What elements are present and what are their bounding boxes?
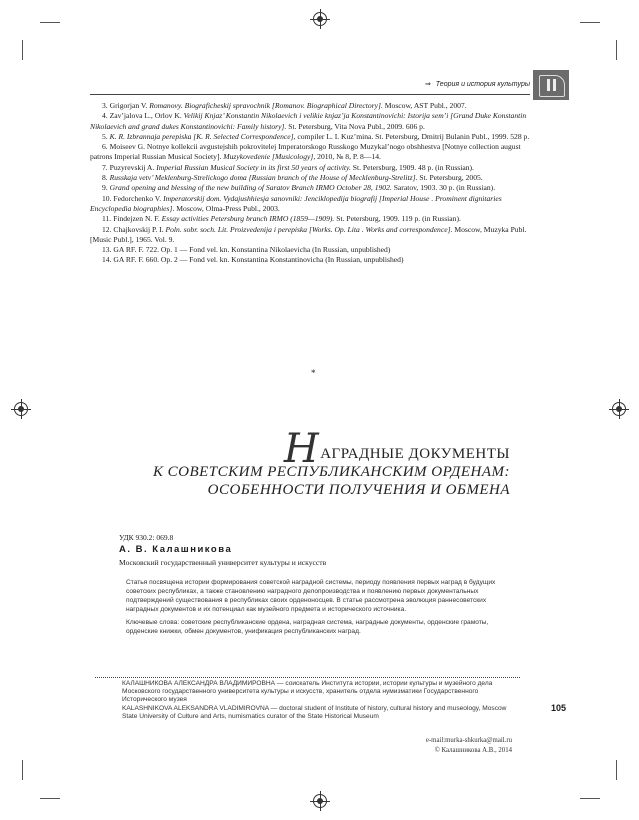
reference-item (90, 183, 542, 193)
reference-item (90, 214, 542, 224)
reference-text: St. Petersburg, 1909. 119 p. (in Russian). (334, 214, 461, 224)
reference-item (90, 173, 542, 183)
title-line-1-text: АГРАДНЫЕ ДОКУМЕНТЫ (320, 446, 510, 462)
reference-text: Saratov, 1903. 30 p. (in Russian). (391, 183, 496, 193)
crop-mark (580, 798, 600, 799)
journal-logo-icon (533, 70, 569, 100)
reference-list (90, 101, 542, 266)
reference-text: 12. Chajkovskij P. I. (102, 224, 166, 234)
running-head (90, 80, 530, 95)
section-title: Теория и история культуры (435, 81, 530, 88)
arrow-icon: ⇒ (424, 81, 431, 88)
abstract (126, 579, 516, 640)
copyright: © Калашникова А.В., 2014 (434, 747, 512, 754)
title-line-3: ОСОБЕННОСТИ ПОЛУЧЕНИЯ И ОБМЕНА (207, 482, 510, 498)
abstract-text: Статья посвящена истории формирования советской наградной системы, периоду появления первых наград в будущих советских республиках, а также становлению наградного делопроизводства и появлению первых документальных подтверждений существования в республиках своих орденоносцев. В статье рассмотрена эволюция раннесоветских наградных документов и их потенциал как музейного предмета и исторического источника. (126, 579, 496, 613)
reference-text: 7. Puzyrevskij A. (102, 162, 157, 172)
author-email: e-mail:murka-shkurka@mail.ru (425, 737, 512, 744)
page-number: 105 (551, 703, 567, 713)
reference-text: St. Petersburg, 1909. 48 p. (in Russian). (350, 162, 474, 172)
reference-text: Moscow, AST Publ., 2007. (382, 101, 467, 110)
crop-mark (616, 40, 617, 60)
reference-text: 11. Findejzen N. F. (102, 214, 162, 224)
title-initial: Н (283, 426, 320, 472)
keywords: Ключевые слова: советские республиканские ордена, наградная система, наградные документы, орденские грамоты, орденские книжки, обмен документов, унификация республиканских наград. (126, 618, 489, 635)
reference-text: 5. (102, 131, 110, 141)
reference-text: 10. Fedorchenko V. (102, 193, 164, 203)
reference-item (90, 245, 542, 255)
reference-text: , 2010, № 8, P. 8—14. (313, 152, 381, 162)
reference-title: Russkaja vetv’ Meklenburg-Strelickogo doma [Russian branch of the House of Mecklenburg-Strelitz] (109, 173, 416, 183)
reference-item (90, 101, 542, 111)
reference-text: 3. Grigorjan V. (102, 101, 150, 110)
reference-text: . Moscow, Muzyka Publ. [Music Publ.], 1965. Vol. 9. (90, 224, 527, 244)
footnote-ru: КАЛАШНИКОВА АЛЕКСАНДРА ВЛАДИМИРОВНА — соискатель Института истории, истории культуры и музейного дела Московского государственного университета культуры и искусств, хранитель отдела нумизматики Государственного Исторического музея (122, 680, 493, 704)
crop-mark (40, 22, 60, 23)
reference-item (90, 255, 542, 265)
reference-item (90, 142, 542, 163)
author-footnote (122, 680, 520, 721)
reference-item (90, 194, 542, 215)
reference-item (90, 163, 542, 173)
registration-mark-icon (313, 794, 327, 808)
reference-text: . St. Petersburg, 2005. (415, 173, 483, 183)
article-title (130, 426, 510, 499)
crop-mark (22, 40, 23, 60)
reference-item (90, 111, 542, 132)
author-name: А. В. Калашникова (119, 544, 233, 555)
registration-mark-icon (313, 12, 327, 26)
crop-mark (40, 798, 60, 799)
author-contact (426, 736, 512, 756)
footnote-divider (95, 677, 520, 678)
reference-title: Imperial Russian Musical Society in its first 50 years of activity. (156, 162, 351, 172)
reference-text: St. Petersburg, Vita Nova Publ., 2009. 606 p. (286, 121, 425, 131)
reference-item (90, 132, 542, 142)
registration-mark-icon (612, 402, 626, 416)
crop-mark (616, 760, 617, 780)
reference-item (90, 225, 542, 246)
reference-title: Essay activities Petersburg branch IRMO (1859—1909). (161, 214, 335, 224)
reference-text: 14. GA RF. F. 660. Op. 2 — Fond vel. kn. Konstantina Konstantinovicha (In Russian, unpublished) (102, 255, 404, 265)
reference-title: Romanovy. Biograficheskij spravochnik [Romanov. Biographical Directory]. (149, 101, 383, 110)
reference-title: K. R. Izbrannaja perepiska [K. R. Selected Correspondence] (109, 131, 294, 141)
author-affiliation: Московский государственный университет культуры и искусств (119, 558, 327, 567)
reference-text: 6. Moiseev G. Notnye kollekcii avgustejshih pokrovitelej Imperatorskogo Russkogo Muzykal’nogo obshhestva [Notnye collection august patrons Imperial Russian Musical Society]. (90, 142, 521, 162)
crop-mark (580, 22, 600, 23)
reference-text: , compiler L. I. Kuz’mina. St. Petersburg, Dmitrij Bulanin Publ., 1999. 528 p. (293, 131, 530, 141)
reference-title: Velikij Knjaz’ Konstantin Nikolaevich i velikie knjaz’ja Konstantinovichi: Istorija sem’i [Grand Duke Konstantin Nikolaevich and grand dukes Konstantinovichi: Family history]. (90, 111, 527, 131)
reference-text: 9. (102, 183, 110, 193)
reference-text: 13. GA RF. F. 722. Op. 1 — Fond vel. kn. Konstantina Nikolaevicha (In Russian, unpublished) (102, 245, 391, 255)
reference-text: 8. (102, 173, 110, 183)
registration-mark-icon (14, 402, 28, 416)
section-separator: * (311, 368, 316, 378)
reference-title: Muzykovedenie [Musicology] (223, 152, 314, 162)
reference-text: . Moscow, Olma-Press Publ., 2003. (172, 203, 280, 213)
udk-code: УДК 930.2: 069.8 (119, 533, 174, 542)
reference-title: Poln. sobr. soch. Lit. Proizvedenija i perepiska [Works. Op. Lita . Works and correspondence] (165, 224, 451, 234)
title-line-2: К СОВЕТСКИМ РЕСПУБЛИКАНСКИМ ОРДЕНАМ: (152, 464, 510, 480)
reference-title: Grand opening and blessing of the new building of Saratov Branch IRMO October 28, 1902. (109, 183, 392, 193)
footnote-en: KALASHNIKOVA ALEKSANDRA VLADIMIROVNA — doctoral student of Institute of history, cultural history and museology, Moscow State University of Culture and Arts, numismatics curator of the State Historical Museum (122, 704, 507, 720)
reference-title: Imperatorskij dom. Vydajushhiesja sanovniki: Jenciklopedija biografij [Imperial House . Prominent dignitaries Encyclopedia biographies] (90, 193, 502, 213)
crop-mark (22, 760, 23, 780)
reference-text: 4. Zav’jalova L., Orlov K. (102, 111, 184, 121)
